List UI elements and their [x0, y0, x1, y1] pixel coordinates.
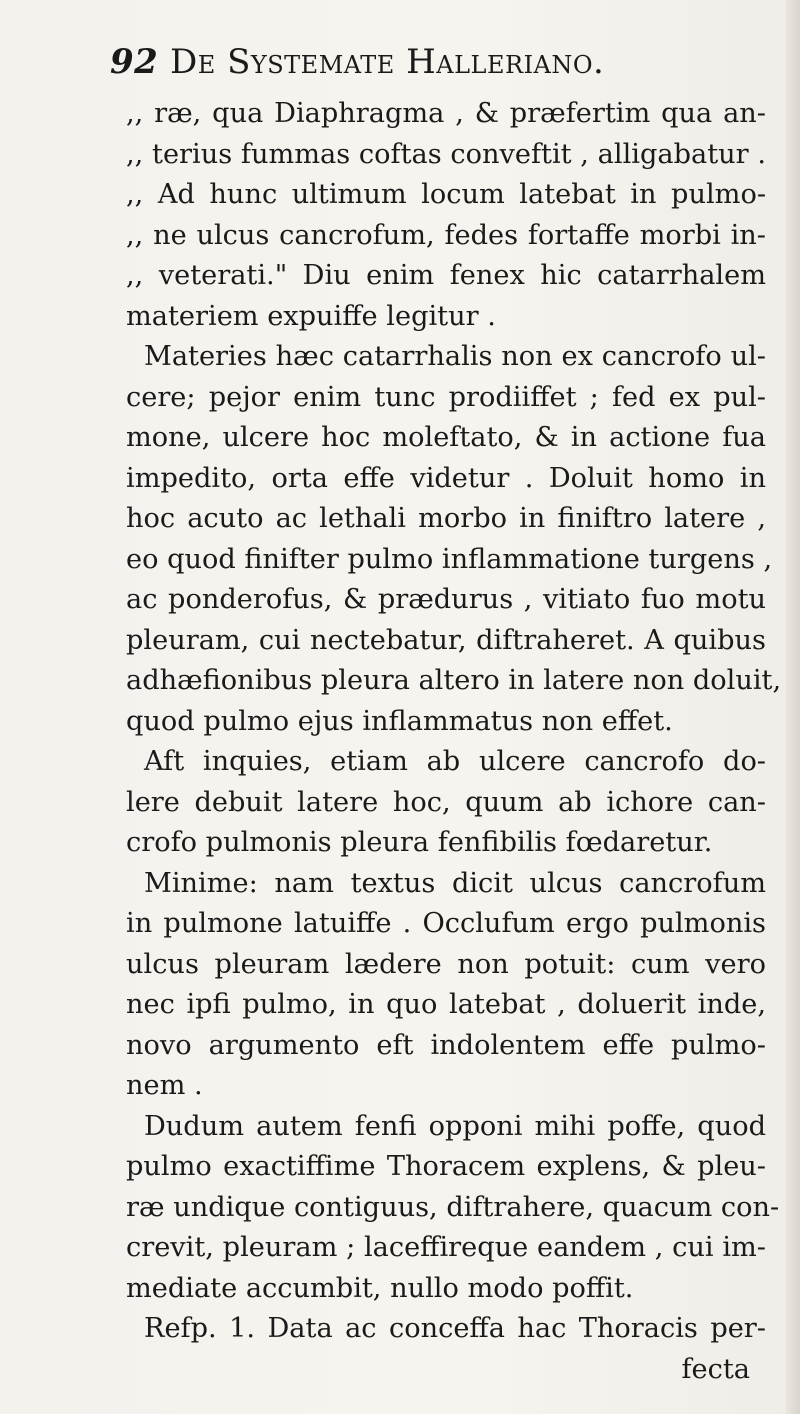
text-line: impedito, orta effe videtur . Doluit homo in: [126, 462, 766, 494]
text-line: ulcus pleuram lædere non potuit: cum vero: [126, 948, 766, 980]
text-line: mone, ulcere hoc moleftato, & in actione fua: [126, 422, 766, 453]
text-line: ræ undique contiguus, diftrahere, quacum con-: [126, 1191, 780, 1223]
text-line: Minime: nam textus dicit ulcus cancrofum: [144, 867, 766, 899]
text-line: quod pulmo ejus inflammatus non effet.: [126, 705, 673, 737]
catchword: fecta: [681, 1353, 750, 1385]
text-line: materiem expuiffe legitur .: [126, 300, 496, 332]
text-line: nec ipfi pulmo, in quo latebat , doluerit inde,: [126, 989, 766, 1020]
text-line: ,, terius fummas coftas conveftit , alligabatur .: [126, 138, 766, 170]
text-line: ,, Ad hunc ultimum locum latebat in pulmo-: [126, 179, 766, 210]
text-line: ,, veterati." Diu enim fenex hic catarrhalem: [126, 260, 766, 291]
text-line: Dudum autem fenfi opponi mihi poffe, quod: [144, 1110, 766, 1142]
text-line: Materies hæc catarrhalis non ex cancrofo ul-: [144, 341, 766, 372]
page-header: [110, 42, 760, 90]
text-line: cere; pejor enim tunc prodiiffet ; fed ex pul-: [126, 381, 766, 413]
text-line: ac ponderofus, & prædurus , vitiato fuo motu: [126, 584, 766, 615]
text-line: crofo pulmonis pleura fenfibilis fœdaretur.: [126, 827, 713, 858]
text-line: hoc acuto ac lethali morbo in finiftro latere ,: [126, 503, 766, 534]
text-line: lere debuit latere hoc, quum ab ichore can-: [126, 786, 766, 818]
text-line: adhæfionibus pleura altero in latere non doluit,: [126, 665, 782, 696]
body-text: [126, 94, 782, 1390]
page-edge: [786, 0, 800, 1414]
text-line: Aft inquies, etiam ab ulcere cancrofo do-: [144, 746, 766, 777]
page-number: 92: [110, 42, 159, 82]
text-line: Refp. 1. Data ac conceffa hac Thoracis per-: [144, 1313, 766, 1344]
text-line: pleuram, cui nectebatur, diftraheret. A quibus: [126, 624, 766, 656]
text-line: crevit, pleuram ; laceffireque eandem , cui im-: [126, 1232, 766, 1263]
text-line: eo quod finifter pulmo inflammatione turgens ,: [126, 543, 773, 575]
text-line: nem .: [126, 1070, 203, 1101]
text-line: pulmo exactiffime Thoracem explens, & pleu-: [126, 1151, 766, 1182]
text-line: mediate accumbit, nullo modo poffit.: [126, 1272, 634, 1304]
text-line: ,, ræ, qua Diaphragma , & præfertim qua an-: [126, 98, 766, 129]
text-line: in pulmone latuiffe . Occlufum ergo pulmonis: [126, 908, 766, 939]
running-title: De Systemate Halleriano.: [170, 42, 605, 82]
text-line: ,, ne ulcus cancrofum, fedes fortaffe morbi in-: [126, 219, 766, 251]
text-line: novo argumento eft indolentem effe pulmo-: [126, 1029, 766, 1061]
